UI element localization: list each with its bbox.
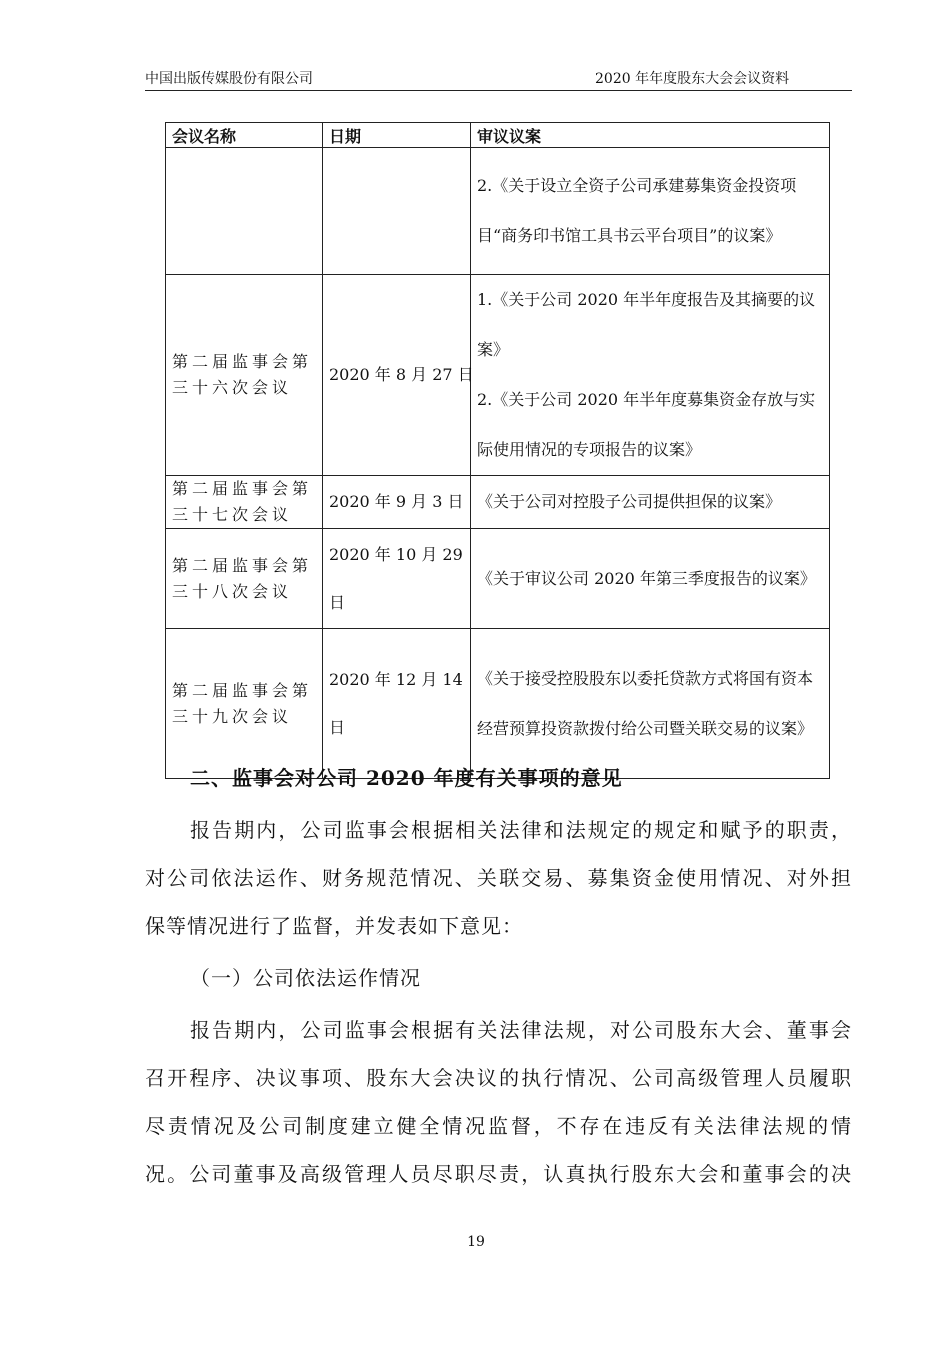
agenda-item: 2.《关于公司 2020 年半年度募集资金存放与实际使用情况的专项报告的议案》 bbox=[477, 390, 816, 459]
meeting-agenda bbox=[471, 629, 830, 779]
meeting-name: 第二届监事会第三十七次会议 bbox=[166, 476, 323, 529]
table-row bbox=[166, 476, 830, 529]
meeting-date: 2020 年 8 月 27 日 bbox=[323, 275, 471, 476]
paragraph-line: 保等情况进行了监督，并发表如下意见： bbox=[145, 914, 523, 938]
table-row bbox=[166, 529, 830, 629]
col-header-agenda: 审议议案 bbox=[471, 123, 830, 148]
paragraph-intro bbox=[145, 806, 852, 950]
supervisory-meetings-table bbox=[165, 122, 830, 779]
meeting-date: 2020 年 10 月 29 日 bbox=[323, 529, 471, 629]
header-doc-title: 2020 年年度股东大会会议资料 bbox=[595, 71, 790, 87]
table-header-row bbox=[166, 123, 830, 148]
paragraph-line: 况。公司董事及高级管理人员尽职尽责，认真执行股东大会和董事会的决 bbox=[145, 1162, 852, 1186]
meeting-agenda bbox=[471, 476, 830, 529]
agenda-item: 《关于接受控股股东以委托贷款方式将国有资本经营预算投资款拨付给公司暨关联交易的议案》 bbox=[477, 668, 814, 738]
header-company: 中国出版传媒股份有限公司 bbox=[145, 71, 313, 87]
meeting-name: 第二届监事会第三十八次会议 bbox=[166, 529, 323, 629]
section-title: 二、监事会对公司 2020 年度有关事项的意见 bbox=[190, 766, 623, 790]
page-number: 19 bbox=[467, 1234, 485, 1250]
table-row bbox=[166, 148, 830, 275]
table-row bbox=[166, 629, 830, 779]
meeting-name bbox=[166, 148, 323, 275]
paragraph-line: 对公司依法运作、财务规范情况、关联交易、募集资金使用情况、对外担 bbox=[145, 866, 852, 890]
meeting-agenda bbox=[471, 275, 830, 476]
page-header bbox=[145, 64, 852, 91]
agenda-item: 1.《关于公司 2020 年半年度报告及其摘要的议案》 bbox=[477, 290, 816, 359]
paragraph-line: 尽责情况及公司制度建立健全情况监督，不存在违反有关法律法规的情 bbox=[145, 1114, 852, 1138]
subheading: （一）公司依法运作情况 bbox=[190, 966, 421, 990]
paragraph-line: 报告期内，公司监事会根据有关法律法规，对公司股东大会、董事会 bbox=[190, 1018, 852, 1042]
meeting-date: 2020 年 12 月 14 日 bbox=[323, 629, 471, 779]
agenda-item: 《关于公司对控股子公司提供担保的议案》 bbox=[477, 492, 782, 511]
paragraph-line: 报告期内，公司监事会根据相关法律和法规定的规定和赋予的职责， bbox=[190, 818, 852, 842]
meeting-agenda bbox=[471, 148, 830, 275]
agenda-item: 2.《关于设立全资子公司承建募集资金投资项目“商务印书馆工具书云平台项目”的议案》 bbox=[477, 176, 797, 245]
agenda-item: 《关于审议公司 2020 年第三季度报告的议案》 bbox=[477, 568, 816, 588]
paragraph-legal-operation bbox=[145, 1006, 852, 1198]
meeting-date: 2020 年 9 月 3 日 bbox=[323, 476, 471, 529]
meeting-agenda bbox=[471, 529, 830, 629]
paragraph-line: 召开程序、决议事项、股东大会决议的执行情况、公司高级管理人员履职 bbox=[145, 1066, 852, 1090]
table-row bbox=[166, 275, 830, 476]
col-header-name: 会议名称 bbox=[166, 123, 323, 148]
meeting-name: 第二届监事会第三十九次会议 bbox=[166, 629, 323, 779]
col-header-date: 日期 bbox=[323, 123, 471, 148]
meeting-date bbox=[323, 148, 471, 275]
meeting-name: 第二届监事会第三十六次会议 bbox=[166, 275, 323, 476]
